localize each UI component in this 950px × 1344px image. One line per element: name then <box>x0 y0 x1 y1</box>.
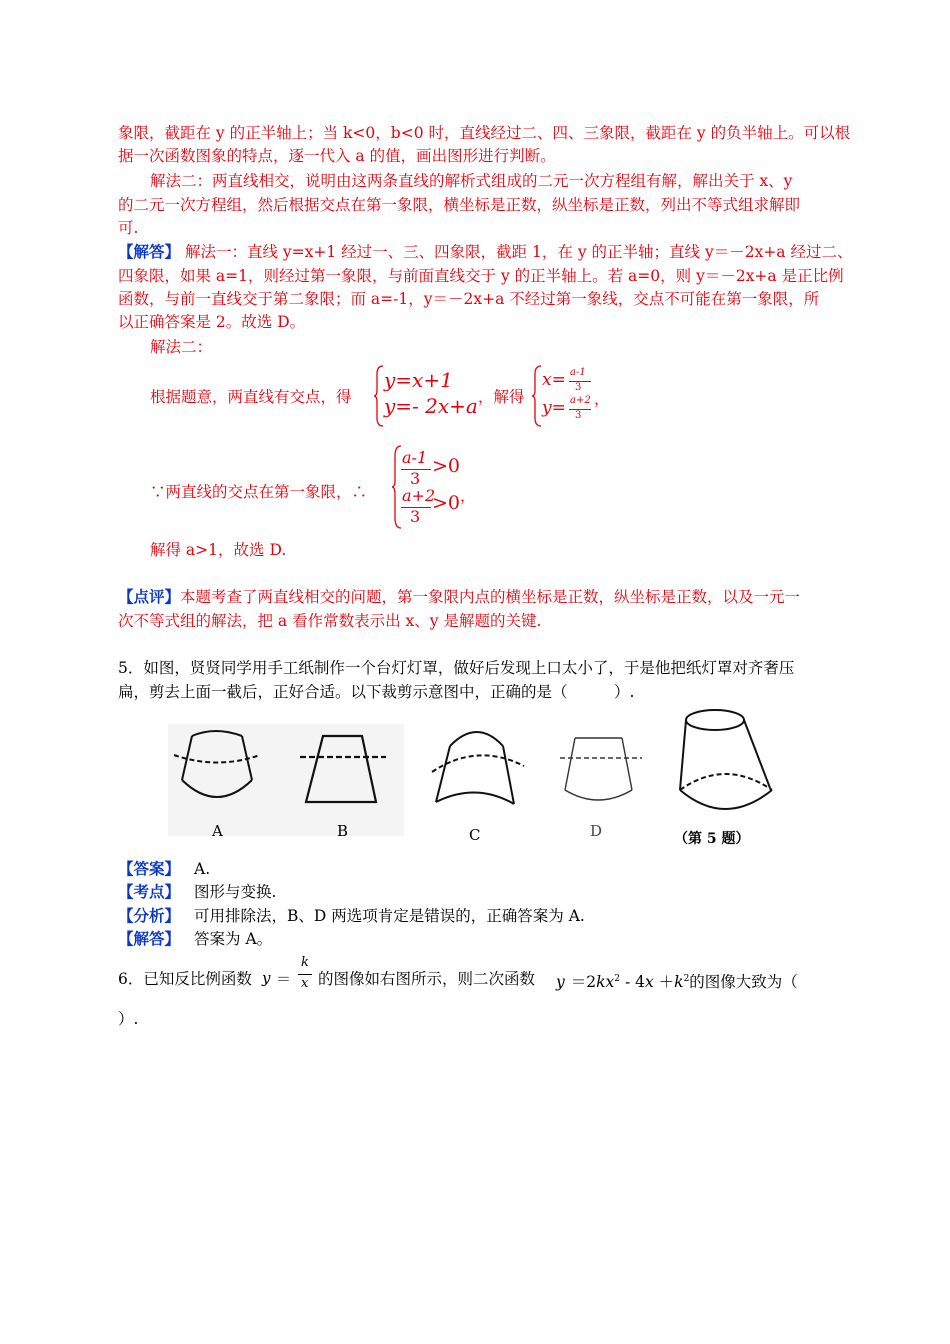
method2-line-1: 解法二：两直线相交，说明由这两条直线的解析式组成的二元一次方程组有解，解出关于 x、y <box>150 172 793 190</box>
method2-line-2: 的二元一次方程组，然后根据交点在第一象限，横坐标是正数，纵坐标是正数，列出不等式组求解即 <box>118 196 801 214</box>
q5-analysis: 可用排除法，B、D 两选项肯定是错误的，正确答案为 A. <box>194 907 585 925</box>
comment-tag: 【点评】 <box>118 587 181 606</box>
system-intro: 根据题意，两直线有交点，得 <box>150 388 352 406</box>
comment-text-1: 本题考查了两直线相交的问题，第一象限内点的横坐标是正数，纵坐标是正数，以及一元一 <box>180 588 801 606</box>
q6-y2: y <box>556 973 565 992</box>
answer-line-1 <box>118 241 852 263</box>
q6-kx: kx <box>596 973 615 992</box>
q6-plus: ＋ <box>653 973 675 992</box>
equation-2: y=- 2x+a <box>384 394 478 418</box>
solution-x-lhs: x= <box>542 370 566 390</box>
q5-analysis-tag: 【分析】 <box>118 906 181 925</box>
answer-line-4: 以正确答案是 2。故选 D。 <box>118 313 306 331</box>
q6-equals: ＝ <box>276 970 292 988</box>
comment-line-1 <box>118 586 800 608</box>
comment-line-2: 次不等式组的解法，把 a 看作常数表示出 x、y 是解题的关键. <box>118 612 542 630</box>
q6-sup2: 2 <box>614 974 621 984</box>
q6-prefix: 6．已知反比例函数 <box>118 970 252 988</box>
inequality-2-numerator: a+2 <box>402 486 436 505</box>
solution-intro-line-2: 据一次函数图象的特点，逐一代入 a 的值，画出图形进行判断。 <box>118 147 556 165</box>
solution-y-lhs: y= <box>542 398 566 418</box>
q6-denominator-x: x <box>301 976 309 991</box>
q5-line-2: 扁，剪去上面一截后，正好合适。以下裁剪示意图中，正确的是（ ）. <box>118 683 635 701</box>
inequality-2-denominator: 3 <box>410 507 421 526</box>
solution-x-numerator: a-1 <box>570 367 586 378</box>
inequality-1-denominator: 3 <box>410 469 421 488</box>
option-b-label: B <box>337 822 349 840</box>
q5-solution-row <box>118 928 272 950</box>
q6-minus: - 4 <box>620 973 645 992</box>
q5-solution-tag: 【解答】 <box>118 929 181 948</box>
q6-sup3: 2 <box>683 974 690 984</box>
solution-intro-line-1: 象限，截距在 y 的正半轴上；当 k<0，b<0 时，直线经过二、四、三象限，截距在 y 的负半轴上。可以根 <box>118 124 851 142</box>
q5-line-1: 5．如图，贤贤同学用手工纸制作一个台灯灯罩，做好后发现上口太小了，于是他把纸灯罩对齐奢压 <box>118 659 795 677</box>
q6-quadratic <box>556 968 798 993</box>
q5-analysis-row <box>118 905 585 927</box>
option-a-label: A <box>212 822 223 840</box>
q5-topic: 图形与变换. <box>194 883 277 901</box>
q6-x2: x <box>644 973 654 992</box>
lamp-shade-shape <box>680 710 772 809</box>
answer-text-1: 解法一：直线 y=x+1 经过一、三、四象限，截距 1，在 y 的正半轴；直线 y＝－2x+a 经过二、 <box>180 243 853 261</box>
comma: ， <box>460 487 476 505</box>
q6-line-2: ）. <box>118 1010 139 1028</box>
option-c-shape <box>432 732 524 804</box>
q6-eq2: ＝2 <box>570 973 597 992</box>
option-d-label: D <box>590 822 603 840</box>
quadrant-intro: ∵两直线的交点在第一象限，∴ <box>150 483 368 501</box>
q5-answer: A. <box>194 860 211 878</box>
solution-y-denominator: 3 <box>575 410 582 421</box>
comma: ， <box>594 390 610 408</box>
solve-word: ，解得 <box>478 388 525 406</box>
q5-solution: 答案为 A。 <box>194 930 273 948</box>
fraction-bar <box>298 974 312 975</box>
result-line: 解得 a>1，故选 D. <box>150 541 287 559</box>
inequality-1-rhs: >0 <box>432 455 461 477</box>
option-c-label: C <box>469 826 481 844</box>
q6-middle-text: 的图像如右图所示，则二次函数 <box>318 970 536 988</box>
q6-y: y <box>262 969 271 987</box>
figure-caption: （第 5 题） <box>674 831 750 847</box>
equation-1: y=x+1 <box>384 368 453 392</box>
option-d-shape <box>560 738 642 800</box>
inequality-2-rhs: >0 <box>432 492 461 514</box>
q5-topic-row <box>118 881 276 903</box>
q5-answer-tag: 【答案】 <box>118 859 181 878</box>
q6-k2: k <box>674 973 684 992</box>
answer-tag: 【解答】 <box>118 242 181 261</box>
q6-numerator-k: k <box>301 955 309 970</box>
q5-topic-tag: 【考点】 <box>118 882 181 901</box>
q5-answer-row <box>118 858 210 880</box>
method2-line-3: 可. <box>118 219 139 237</box>
q6-suffix: 的图像大致为（ <box>689 973 798 992</box>
inequality-1-numerator: a-1 <box>402 448 428 467</box>
solution-y-numerator: a+2 <box>570 395 591 406</box>
answer-line-2: 四象限，如果 a=1，则经过第一象限，与前面直线交于 y 的正半轴上。若 a=0，则 y＝－2x+a 是正比例 <box>118 267 844 285</box>
answer-line-3: 函数，与前一直线交于第二象限；而 a=-1，y＝－2x+a 不经过第一象线，交点不可能在第一象限，所 <box>118 290 820 308</box>
solution-x-denominator: 3 <box>575 382 582 393</box>
lampshade-figure <box>160 706 790 856</box>
method2-label: 解法二： <box>150 338 213 356</box>
